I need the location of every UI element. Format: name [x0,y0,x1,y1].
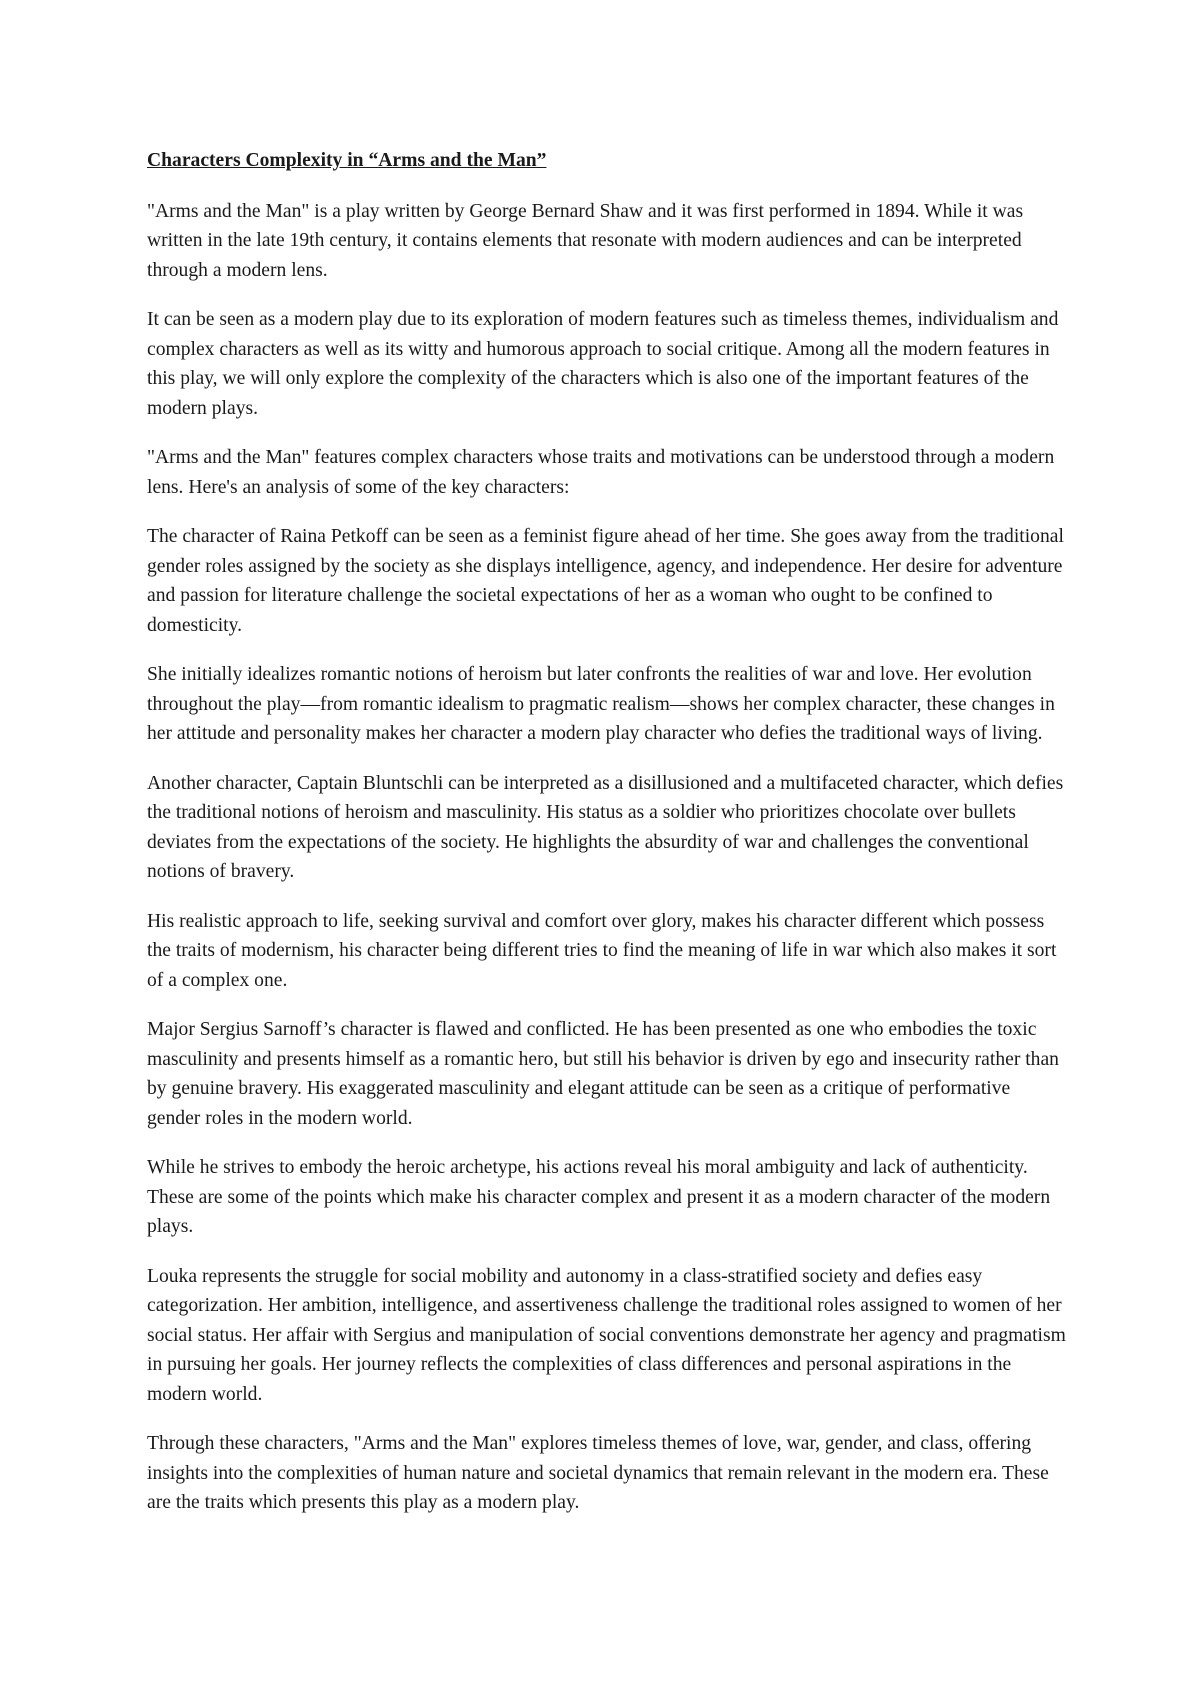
paragraph-sergius-2: While he strives to embody the heroic archetype, his actions reveal his moral ambiguity and lack of authenticity. These are some of the points which make his character complex and present it as a modern character of the modern plays. [147,1157,1051,1237]
document-title: Characters Complexity in “Arms and the Man” [147,150,547,171]
paragraph-sergius-1: Major Sergius Sarnoff’s character is flawed and conflicted. He has been presented as one who embodies the toxic masculinity and presents himself as a romantic hero, but still his behavior is driven by ego and insecurity rather than by genuine bravery. His exaggerated masculinity and elegant attitude can be seen as a critique of performative gender roles in the modern world. [147,1019,1059,1129]
paragraph-conclusion: Through these characters, "Arms and the Man" explores timeless themes of love, war, gender, and class, offering insights into the complexities of human nature and societal dynamics that remain relevant in the modern era. These are the traits which presents this play as a modern play. [147,1433,1049,1513]
paragraph-modern-play: It can be seen as a modern play due to its exploration of modern features such as timeless themes, individualism and complex characters as well as its witty and humorous approach to social critique. Among all the modern features in this play, we will only explore the complexity of the characters which is also one of the important features of the modern plays. [147,309,1059,419]
paragraph-bluntschli-2: His realistic approach to life, seeking survival and comfort over glory, makes his character different which possess the traits of modernism, his character being different tries to find the meaning of life in war which also makes it sort of a complex one. [147,910,1057,991]
paragraph-complex-characters: "Arms and the Man" features complex characters whose traits and motivations can be understood through a modern lens. Here's an analysis of some of the key characters: [147,447,1055,498]
paragraph-intro: "Arms and the Man" is a play written by George Bernard Shaw and it was first performed in 1894. While it was written in the late 19th century, it contains elements that resonate with modern audiences and can be interpreted through a modern lens. [147,200,1024,281]
paragraph-raina-2: She initially idealizes romantic notions of heroism but later confronts the realities of war and love. Her evolution throughout the play—from romantic idealism to pragmatic realism—shows her complex character, these changes in her attitude and personality makes her character a modern play character who defies the traditional ways of living. [147,664,1055,744]
paragraph-bluntschli-1: Another character, Captain Bluntschli can be interpreted as a disillusioned and a multifaceted character, which defies the traditional notions of heroism and masculinity. His status as a soldier who prioritizes chocolate over bullets deviates from the expectations of the society. He highlights the absurdity of war and challenges the conventional notions of bravery. [147,772,1064,882]
document-body [147,146,1067,1538]
paragraph-raina-1: The character of Raina Petkoff can be seen as a feminist figure ahead of her time. She goes away from the traditional gender roles assigned by the society as she displays intelligence, agency, and independence. Her desire for adventure and passion for literature challenge the societal expectations of her as a woman who ought to be confined to domesticity. [147,526,1064,636]
paragraph-louka: Louka represents the struggle for social mobility and autonomy in a class-stratified society and defies easy categorization. Her ambition, intelligence, and assertiveness challenge the traditional roles assigned to women of her social status. Her affair with Sergius and manipulation of social conventions demonstrate her agency and pragmatism in pursuing her goals. Her journey reflects the complexities of class differences and personal aspirations in the modern world. [147,1265,1066,1405]
